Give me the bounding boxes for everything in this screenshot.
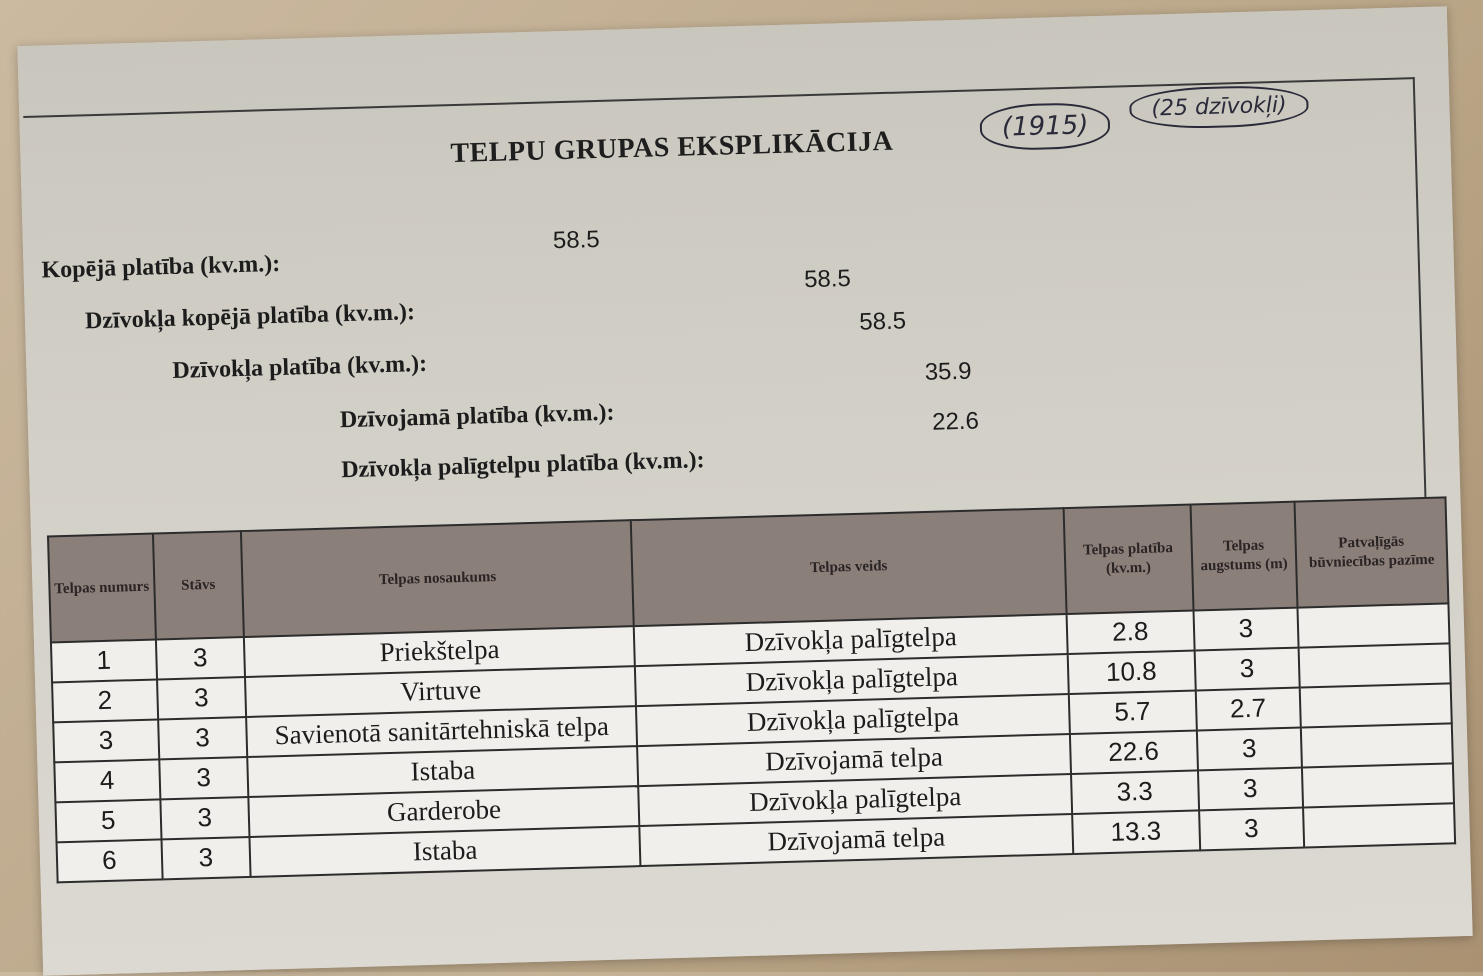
cell-room-height: 3 <box>1199 808 1305 851</box>
summary-value-living-area: 35.9 <box>924 357 972 386</box>
header-room-number: Telpas numurs <box>48 534 156 643</box>
header-room-name: Telpas nosaukums <box>241 520 634 637</box>
cell-room-height: 3 <box>1197 768 1303 811</box>
document-title: TELPU GRUPAS EKSPLIKĀCIJA <box>450 125 894 170</box>
summary-value-apartment-area: 58.5 <box>858 307 907 336</box>
cell-room-number: 5 <box>55 799 161 842</box>
cell-room-number: 2 <box>52 680 158 723</box>
summary-label-total-area: Kopējā platība (kv.m.): <box>41 250 281 284</box>
cell-room-type: Dzīvokļa palīgtelpa <box>634 614 1067 666</box>
cell-unauthorized-mark <box>1302 763 1454 807</box>
header-room-type: Telpas veids <box>631 508 1066 626</box>
cell-room-area: 13.3 <box>1072 810 1200 854</box>
cell-room-area: 10.8 <box>1067 651 1195 695</box>
cell-unauthorized-mark <box>1303 803 1455 847</box>
room-explication-table <box>47 496 1456 883</box>
cell-room-name: Priekštelpa <box>244 626 635 677</box>
cell-room-name: Savienotā sanitārtehniskā telpa <box>246 706 637 757</box>
handwritten-note-year: (1915) <box>979 102 1111 152</box>
cell-floor: 3 <box>159 757 249 799</box>
header-unauthorized-construction: Patvaļīgās būvniecības pazīme <box>1295 497 1449 607</box>
cell-room-height: 3 <box>1193 608 1299 651</box>
cell-room-height: 2.7 <box>1195 688 1301 731</box>
cell-floor: 3 <box>160 797 250 839</box>
cell-room-height: 3 <box>1194 648 1300 691</box>
cell-room-height: 3 <box>1196 728 1302 771</box>
summary-label-living-area: Dzīvojamā platība (kv.m.): <box>339 399 615 434</box>
header-floor: Stāvs <box>153 531 244 639</box>
cell-room-name: Garderobe <box>248 786 639 837</box>
header-room-height: Telpas augstums (m) <box>1190 502 1298 611</box>
handwritten-note-apartments: (25 dzīvokļi) <box>1129 84 1309 130</box>
summary-label-apartment-area: Dzīvokļa platība (kv.m.): <box>172 350 428 384</box>
cell-floor: 3 <box>156 637 246 679</box>
cell-room-area: 5.7 <box>1069 691 1197 735</box>
cell-room-area: 2.8 <box>1066 611 1194 655</box>
cell-unauthorized-mark <box>1299 643 1451 687</box>
cell-unauthorized-mark <box>1300 683 1452 727</box>
cell-room-number: 4 <box>54 759 160 802</box>
cell-floor: 3 <box>161 837 251 879</box>
cell-room-number: 6 <box>57 839 163 882</box>
cell-room-type: Dzīvokļa palīgtelpa <box>639 774 1072 826</box>
cell-room-area: 22.6 <box>1070 730 1198 774</box>
cell-room-area: 3.3 <box>1071 770 1199 814</box>
document-paper <box>17 6 1472 976</box>
cell-unauthorized-mark <box>1301 723 1453 767</box>
cell-unauthorized-mark <box>1298 603 1450 647</box>
summary-label-apartment-total-area: Dzīvokļa kopējā platība (kv.m.): <box>84 299 416 335</box>
summary-value-total-area: 58.5 <box>552 225 601 255</box>
cell-room-name: Istaba <box>250 826 641 877</box>
cell-room-type: Dzīvojamā telpa <box>637 734 1070 786</box>
cell-room-number: 3 <box>53 719 159 762</box>
header-room-area: Telpas platība (kv.m.) <box>1063 505 1193 614</box>
cell-room-type: Dzīvojamā telpa <box>640 814 1073 866</box>
cell-room-name: Virtuve <box>245 666 636 717</box>
cell-room-type: Dzīvokļa palīgtelpa <box>636 694 1069 746</box>
summary-value-apartment-total-area: 58.5 <box>803 264 852 294</box>
cell-room-name: Istaba <box>247 746 638 797</box>
cell-floor: 3 <box>158 717 248 759</box>
cell-room-type: Dzīvokļa palīgtelpa <box>635 654 1068 706</box>
cell-floor: 3 <box>157 677 247 719</box>
cell-room-number: 1 <box>51 640 157 683</box>
summary-value-auxiliary-area: 22.6 <box>931 407 980 436</box>
summary-label-auxiliary-area: Dzīvokļa palīgtelpu platība (kv.m.): <box>340 447 705 484</box>
